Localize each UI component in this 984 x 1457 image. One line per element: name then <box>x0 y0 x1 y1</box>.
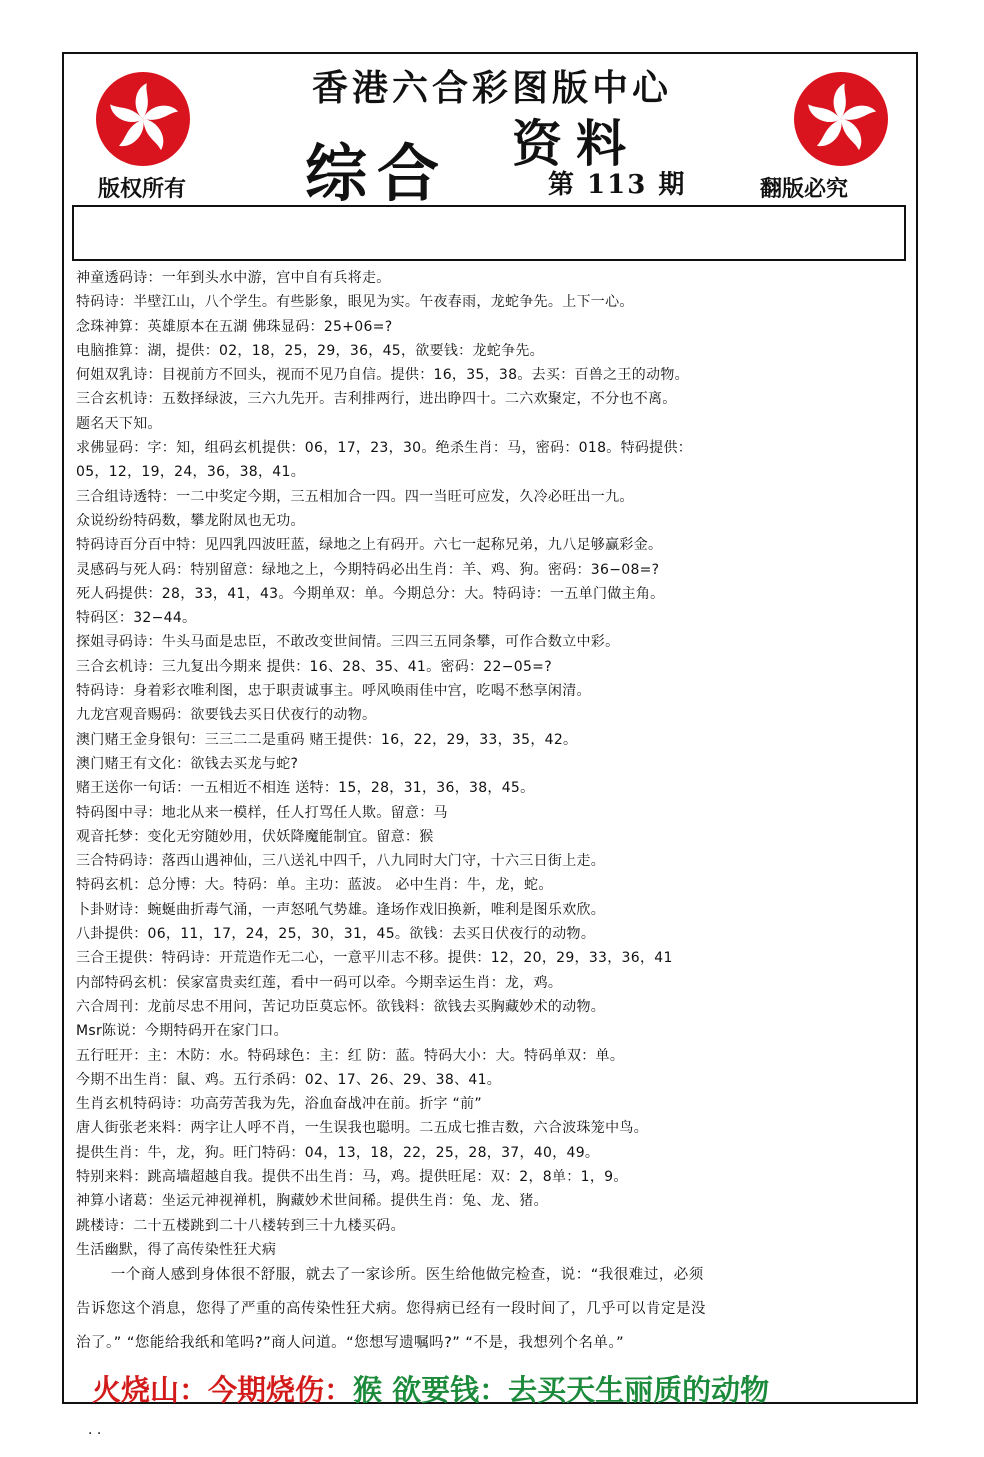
page-title: 香港六合彩图版中心 <box>311 67 672 109</box>
content-line: 神童透码诗：一年到头水中游，宫中自有兵将走。 <box>76 270 391 286</box>
content-line: 观音托梦：变化无穷随妙用，伏妖降魔能制宜。留意：猴 <box>76 828 434 845</box>
content-line: 神算小诸葛：坐运元神视禅机，胸藏妙术世间稀。提供生肖：兔、龙、猪。 <box>76 1193 548 1210</box>
content-line: Msr陈说：今期特码开在家门口。 <box>76 1023 288 1040</box>
content-line: 三合特码诗：落西山遇神仙，三八送礼中四千，八九同时大门守，十六三日街上走。 <box>76 853 606 870</box>
content-line: 众说纷纷特码数，攀龙附凤也无功。 <box>76 512 305 529</box>
content-line: 唐人街张老来料：两字让人呼不肖，一生误我也聪明。二五成七推吉数，六合波珠笼中鸟。 <box>76 1120 648 1137</box>
content-line: 死人码提供：28，33，41，43。今期单双：单。今期总分：大。特码诗：一五单门做主角。 <box>76 585 665 602</box>
content-line: 题名天下知。 <box>76 415 162 432</box>
money-hint-text: 欲要钱：去买天生丽质的动物 <box>382 1373 770 1407</box>
content-line: 何姐双乳诗：目视前方不回头，视而不见乃自信。提供：16，35，38。去买：百兽之王的动物。 <box>76 367 689 384</box>
empty-banner-box <box>72 205 906 261</box>
content-line: 生肖玄机特码诗：功高劳苦我为先，浴血奋战冲在前。折字 “前” <box>76 1096 482 1113</box>
content-line: 澳门赌王有文化：欲钱去买龙与蛇? <box>76 755 299 772</box>
big-title-left: 综合 <box>305 137 450 210</box>
content-line: 特码诗：半壁江山，八个学生。有些影象，眼见为实。午夜春雨，龙蛇争先。上下一心。 <box>76 294 634 311</box>
content-line: 电脑推算：湖，提供：02，18，25，29，36，45，欲要钱：龙蛇争先。 <box>76 342 544 359</box>
content-line: 内部特码玄机：侯家富贵卖红莲，看中一码可以牵。今期幸运生肖：龙，鸡。 <box>76 974 563 991</box>
content-line: 三合玄机诗：三九复出今期来 提供：16、28、35、41。密码：22−05=? <box>76 658 552 675</box>
content-line: 探姐寻码诗：牛头马面是忠臣，不敢改变世间情。三四三五同条攀，可作合数立中彩。 <box>76 634 620 651</box>
story-paragraph: 治了。” “您能给我纸和笔吗?”商人问道。“您想写遗嘱吗?” “不是，我想列个名单。” <box>76 1335 625 1351</box>
footer-dots: . . <box>88 1422 102 1438</box>
content-line: 今期不出生肖：鼠、鸡。五行杀码：02、17、26、29、38、41。 <box>76 1071 502 1088</box>
content-line: 特码诗百分百中特：见四乳四波旺蓝，绿地之上有码开。六七一起称兄弟，九八足够赢彩金。 <box>76 537 663 554</box>
content-line: 五行旺开：主：木防：水。特码球色：主：红 防：蓝。特码大小：大。特码单双：单。 <box>76 1047 625 1064</box>
humor-story <box>76 1258 904 1360</box>
content-line: 生活幽默，得了高传染性狂犬病 <box>76 1241 277 1258</box>
content-line: 提供生肖：牛，龙，狗。旺门特码：04，13，18，22，25，28，37，40，49。 <box>76 1144 600 1161</box>
copyright-right: 翻版必究 <box>760 176 849 202</box>
content-lines <box>76 266 912 1262</box>
story-paragraph: 告诉您这个消息，您得了严重的高传染性狂犬病。您得病已经有一段时间了，几乎可以肯定是没 <box>76 1301 706 1317</box>
content-line: 特码图中寻：地北从来一模样，任人打骂任人欺。留意：马 <box>76 804 448 821</box>
content-line: 跳楼诗：二十五楼跳到二十八楼转到三十九楼买码。 <box>76 1217 405 1234</box>
copyright-left: 版权所有 <box>98 176 187 202</box>
fire-mountain-text: 火烧山：今期烧伤： <box>92 1373 354 1407</box>
content-line: 赌王送你一句话：一五相近不相连 送特：15，28，31，36，38，45。 <box>76 780 535 797</box>
bottom-banner <box>92 1368 769 1409</box>
content-line: 三合玄机诗：五数择绿波，三六九先开。吉利排两行，进出睁四十。二六欢聚定，不分也不离。 <box>76 391 677 408</box>
content-line: 澳门赌王金身银句：三三二二是重码 赌王提供：16，22，29，33，35，42。 <box>76 731 578 748</box>
content-line: 特码区：32−44。 <box>76 610 197 627</box>
big-title-right: 资料 <box>512 114 640 173</box>
content-line: 特码玄机：总分博：大。特码：单。主功：蓝波。 必中生肖：牛，龙，蛇。 <box>76 877 553 894</box>
content-line: 求佛显码：字：知，组码玄机提供：06，17，23，30。绝杀生肖：马，密码：018。特码提供： <box>76 440 693 457</box>
content-line: 三合组诗透特：一二中奖定今期，三五相加合一四。四一当旺可应发，久冷必旺出一九。 <box>76 488 634 505</box>
issue-number: 第 113 期 <box>548 170 687 200</box>
burned-zodiac: 猴 <box>353 1373 383 1407</box>
content-line: 05，12，19，24，36，38，41。 <box>76 464 306 481</box>
content-line: 九龙宫观音赐码：欲要钱去买日伏夜行的动物。 <box>76 707 377 724</box>
content-line: 六合周刊：龙前尽忠不用问，苦记功臣莫忘怀。欲钱料：欲钱去买胸藏妙术的动物。 <box>76 998 606 1015</box>
content-line: 灵感码与死人码：特别留意：绿地之上，今期特码必出生肖：羊、鸡、狗。密码：36−08=? <box>76 561 660 578</box>
story-paragraph: 一个商人感到身体很不舒服，就去了一家诊所。医生给他做完检查，说：“我很难过，必须 <box>110 1267 704 1283</box>
content-line: 三合王提供：特码诗：开荒造作无二心，一意平川志不移。提供：12，20，29，33，36，41 <box>76 950 673 967</box>
content-line: 特码诗：身着彩衣唯利图，忠于职责诚事主。呼风唤雨佳中宫，吃喝不愁享闲清。 <box>76 683 591 700</box>
content-line: 卜卦财诗：蜿蜒曲折毒气涌，一声怒吼气势雄。逢场作戏旧换新，唯利是图乐欢欣。 <box>76 901 606 918</box>
content-line: 念珠神算：英雄原本在五湖 佛珠显码：25+06=? <box>76 318 393 335</box>
content-line: 特别来料：跳高墙超越自我。提供不出生肖：马，鸡。提供旺尾：双：2，8单：1，9。 <box>76 1168 628 1185</box>
content-line: 八卦提供：06，11，17，24，25，30，31，45。欲钱：去买日伏夜行的动物。 <box>76 926 596 943</box>
